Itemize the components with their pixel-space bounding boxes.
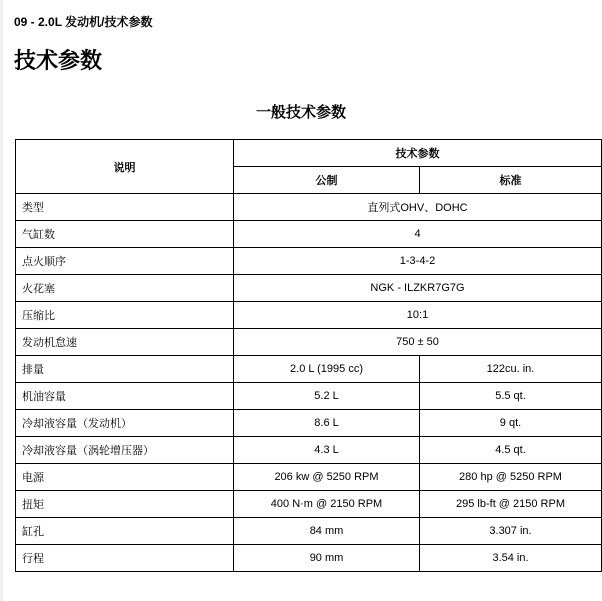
table-row bbox=[16, 194, 602, 221]
row-value: 4 bbox=[234, 221, 602, 248]
row-label: 点火顺序 bbox=[16, 248, 234, 275]
row-metric: 4.3 L bbox=[234, 437, 420, 464]
row-metric: 5.2 L bbox=[234, 383, 420, 410]
header-description: 说明 bbox=[16, 140, 234, 194]
breadcrumb: 09 - 2.0L 发动机/技术参数 bbox=[14, 15, 153, 29]
row-metric: 84 mm bbox=[234, 518, 420, 545]
table-row bbox=[16, 302, 602, 329]
table-row bbox=[16, 383, 602, 410]
row-label: 火花塞 bbox=[16, 275, 234, 302]
table-row bbox=[16, 491, 602, 518]
row-label: 机油容量 bbox=[16, 383, 234, 410]
table-row bbox=[16, 545, 602, 572]
header-metric: 公制 bbox=[234, 167, 420, 194]
row-label: 排量 bbox=[16, 356, 234, 383]
row-value: 750 ± 50 bbox=[234, 329, 602, 356]
row-standard: 295 lb-ft @ 2150 RPM bbox=[420, 491, 602, 518]
row-standard: 3.54 in. bbox=[420, 545, 602, 572]
row-value: 直列式OHV、DOHC bbox=[234, 194, 602, 221]
row-label: 压缩比 bbox=[16, 302, 234, 329]
row-label: 行程 bbox=[16, 545, 234, 572]
row-metric: 8.6 L bbox=[234, 410, 420, 437]
table-row bbox=[16, 410, 602, 437]
row-label: 电源 bbox=[16, 464, 234, 491]
table-row bbox=[16, 437, 602, 464]
table-row bbox=[16, 518, 602, 545]
row-label: 气缸数 bbox=[16, 221, 234, 248]
table-row bbox=[16, 464, 602, 491]
row-label: 冷却液容量（发动机） bbox=[16, 410, 234, 437]
page-left-rule bbox=[0, 0, 3, 601]
row-standard: 9 qt. bbox=[420, 410, 602, 437]
row-value: 1-3-4-2 bbox=[234, 248, 602, 275]
table-row bbox=[16, 248, 602, 275]
row-standard: 5.5 qt. bbox=[420, 383, 602, 410]
row-label: 缸孔 bbox=[16, 518, 234, 545]
row-label: 冷却液容量（涡轮增压器） bbox=[16, 437, 234, 464]
row-metric: 90 mm bbox=[234, 545, 420, 572]
row-standard: 4.5 qt. bbox=[420, 437, 602, 464]
header-standard: 标准 bbox=[420, 167, 602, 194]
table-row bbox=[16, 329, 602, 356]
row-label: 类型 bbox=[16, 194, 234, 221]
row-standard: 3.307 in. bbox=[420, 518, 602, 545]
row-value: 10:1 bbox=[234, 302, 602, 329]
row-metric: 2.0 L (1995 cc) bbox=[234, 356, 420, 383]
row-metric: 206 kw @ 5250 RPM bbox=[234, 464, 420, 491]
table-row bbox=[16, 221, 602, 248]
header-specifications: 技术参数 bbox=[234, 140, 602, 167]
row-label: 扭矩 bbox=[16, 491, 234, 518]
page-title: 技术参数 bbox=[14, 49, 103, 74]
table-header-row bbox=[16, 140, 602, 167]
specs-table bbox=[15, 139, 602, 572]
table-row bbox=[16, 356, 602, 383]
row-value: NGK - ILZKR7G7G bbox=[234, 275, 602, 302]
row-label: 发动机怠速 bbox=[16, 329, 234, 356]
row-standard: 280 hp @ 5250 RPM bbox=[420, 464, 602, 491]
table-title: 一般技术参数 bbox=[255, 103, 346, 121]
row-standard: 122cu. in. bbox=[420, 356, 602, 383]
row-metric: 400 N·m @ 2150 RPM bbox=[234, 491, 420, 518]
table-row bbox=[16, 275, 602, 302]
